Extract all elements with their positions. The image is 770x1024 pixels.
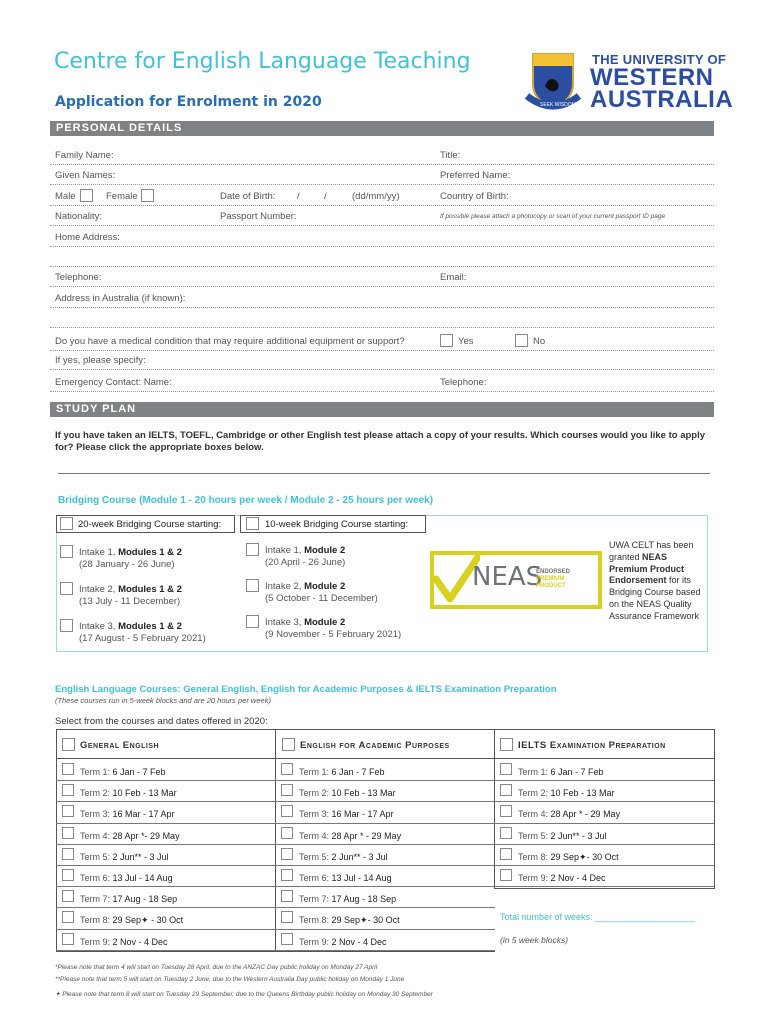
term-checkbox[interactable] (500, 763, 512, 775)
term-label: Term 2: 10 Feb - 13 Mar (518, 788, 615, 799)
b20-intake2-dates: (13 July - 11 December) (79, 596, 181, 607)
medical-no-checkbox[interactable] (515, 334, 528, 347)
in-blocks-note: (in 5 week blocks) (500, 935, 569, 945)
female-checkbox[interactable] (141, 189, 154, 202)
dob-slash: / (297, 191, 300, 202)
divider (50, 225, 714, 226)
term-row (56, 802, 276, 823)
term-label: Term 2: 10 Feb - 13 Mar (299, 788, 396, 799)
ielts-header: IELTS Examination Preparation (518, 740, 666, 751)
b10-intake2: Intake 2, Module 2 (265, 581, 346, 592)
b10-intake3: Intake 3, Module 2 (265, 617, 346, 628)
emergency-name-label: Emergency Contact: Name: (55, 377, 172, 388)
term-row (56, 887, 276, 908)
personal-details-heading: PERSONAL DETAILS (50, 121, 714, 136)
term-row (494, 760, 714, 781)
eap-header: English for Academic Purposes (300, 740, 450, 751)
study-instructions: If you have taken an IELTS, TOEFL, Cambridge or other English test please attach a copy of your results. Which courses would you like to apply for? Please click the appropriate boxes below. (55, 430, 706, 453)
footnote-term8: ✦ Please note that term 8 will start on Tuesday 29 September, due to the Queens Birthday public holiday on Monday 30 September (55, 991, 433, 998)
page-subtitle: Application for Enrolment in 2020 (55, 94, 322, 110)
term-checkbox[interactable] (281, 763, 293, 775)
divider (494, 888, 715, 889)
university-name-line3: AUSTRALIA (590, 86, 734, 113)
term-checkbox[interactable] (500, 827, 512, 839)
bridging-course-title: Bridging Course (Module 1 - 20 hours per week / Module 2 - 25 hours per week) (58, 495, 434, 506)
elc-note: (These courses run in 5-week blocks and are 20 hours per week) (55, 696, 271, 705)
neas-endorsement-text: UWA CELT has been granted NEAS Premium Product Endorsement for its Bridging Course based on the NEAS Quality Assurance Framework (609, 540, 701, 621)
term-row (56, 760, 276, 781)
term-label: Term 2: 10 Feb - 13 Mar (80, 788, 177, 799)
b20-intake1: Intake 1, Modules 1 & 2 (79, 547, 182, 558)
term-label: Term 9: 2 Nov - 4 Dec (80, 936, 168, 947)
divider (50, 246, 714, 247)
term-row (275, 760, 495, 781)
term-checkbox[interactable] (62, 805, 74, 817)
bridging-20-label: 20-week Bridging Course starting: (78, 519, 222, 530)
term-label: Term 6: 13 Jul - 14 Aug (80, 873, 173, 883)
term-label: Term 5: 2 Jun** - 3 Jul (299, 851, 388, 862)
term-label: Term 8: 29 Sep✦- 30 Oct (299, 915, 400, 926)
title-label: Title: (440, 150, 461, 161)
general-english-header: General English (80, 740, 160, 751)
elc-title: English Language Courses: General English, English for Academic Purposes & IELTS Examination Preparation (55, 684, 557, 695)
term-label: Term 3: 16 Mar - 17 Apr (299, 809, 394, 820)
term-row (275, 930, 495, 951)
term-row (494, 866, 714, 887)
term-row (275, 802, 495, 823)
telephone-label: Telephone: (55, 272, 102, 283)
term-label: Term 1: 6 Jan - 7 Feb (299, 767, 385, 777)
term-label: Term 5: 2 Jun** - 3 Jul (80, 851, 169, 862)
term-label: Term 8: 29 Sep✦- 30 Oct (518, 851, 619, 862)
select-courses-text: Select from the courses and dates offered in 2020: (55, 716, 268, 727)
term-checkbox[interactable] (62, 784, 74, 796)
term-label: Term 9: 2 Nov - 4 Dec (518, 873, 606, 883)
term-row (56, 845, 276, 866)
term-checkbox[interactable] (500, 848, 512, 860)
term-row (56, 781, 276, 802)
nationality-label: Nationality: (55, 211, 102, 222)
no-label: No (533, 336, 546, 347)
term-row (275, 824, 495, 845)
b10-intake3-dates: (9 November - 5 February 2021) (265, 629, 402, 640)
male-checkbox[interactable] (80, 189, 93, 202)
female-label: Female (106, 191, 138, 202)
term-row (275, 887, 495, 908)
b20-intake1-dates: (28 January - 26 June) (79, 559, 175, 570)
medical-question: Do you have a medical condition that may require additional equipment or support? (55, 336, 405, 347)
divider (50, 164, 714, 165)
neas-badge-text: ENDORSED PREMIUM PRODUCT (536, 569, 571, 589)
b10-intake1: Intake 1, Module 2 (265, 545, 346, 556)
term-row (275, 866, 495, 887)
total-weeks-field[interactable]: Total number of weeks: ____________________ (500, 912, 696, 922)
footnote-term5: **Please note that term 5 will start on Tuesday 2 June, due to the Western Australia Day public holiday on Monday 1 June (55, 976, 405, 983)
term-checkbox[interactable] (62, 848, 74, 860)
divider (50, 369, 714, 370)
term-checkbox[interactable] (281, 784, 293, 796)
term-checkbox[interactable] (281, 805, 293, 817)
b20-intake2: Intake 2, Modules 1 & 2 (79, 584, 182, 595)
term-checkbox[interactable] (281, 933, 293, 945)
term-label: Term 1: 6 Jan - 7 Feb (518, 767, 604, 777)
bridging-20-checkbox[interactable] (60, 517, 73, 530)
term-row (56, 866, 276, 887)
passport-note: If possible please attach a photocopy or scan of your current passport ID page (440, 213, 666, 220)
address-australia-label: Address in Australia (if known): (55, 293, 186, 304)
divider (50, 184, 714, 185)
term-checkbox[interactable] (62, 869, 74, 881)
if-yes-label: If yes, please specify: (55, 355, 146, 366)
term-label: Term 7: 17 Aug - 18 Sep (80, 894, 178, 905)
term-checkbox[interactable] (500, 805, 512, 817)
family-name-label: Family Name: (55, 150, 114, 161)
home-address-label: Home Address: (55, 232, 120, 243)
term-label: Term 1: 6 Jan - 7 Feb (80, 767, 166, 777)
b20-intake3: Intake 3, Modules 1 & 2 (79, 621, 182, 632)
b20-intake2-checkbox[interactable] (60, 582, 73, 595)
term-checkbox[interactable] (62, 933, 74, 945)
country-of-birth-label: Country of Birth: (440, 191, 509, 202)
term-row (275, 908, 495, 929)
b20-intake3-checkbox[interactable] (60, 619, 73, 632)
medical-yes-checkbox[interactable] (440, 334, 453, 347)
term-checkbox[interactable] (62, 911, 74, 923)
term-label: Term 8: 29 Sep✦ - 30 Oct (80, 915, 184, 926)
term-checkbox[interactable] (500, 869, 512, 881)
b10-intake2-checkbox[interactable] (246, 579, 259, 592)
term-label: Term 4: 28 Apr * - 29 May (299, 830, 402, 841)
divider (50, 307, 714, 308)
term-label: Term 9: 2 Nov - 4 Dec (299, 936, 387, 947)
page-title: Centre for English Language Teaching (54, 49, 471, 74)
term-checkbox[interactable] (281, 890, 293, 902)
b20-intake1-checkbox[interactable] (60, 545, 73, 558)
preferred-name-label: Preferred Name: (440, 170, 511, 181)
dob-label: Date of Birth: (220, 191, 276, 202)
ielts-checkbox[interactable] (500, 738, 513, 751)
passport-label: Passport Number: (220, 211, 297, 222)
term-label: Term 5: 2 Jun** - 3 Jul (518, 830, 607, 841)
study-plan-heading: STUDY PLAN (50, 402, 714, 417)
term-row (494, 845, 714, 866)
neas-wordmark: NEAS (472, 562, 543, 592)
term-checkbox[interactable] (62, 890, 74, 902)
bridging-10-checkbox[interactable] (246, 517, 259, 530)
term-label: Term 3: 16 Mar - 17 Apr (80, 809, 175, 820)
term-checkbox[interactable] (281, 848, 293, 860)
divider (50, 205, 714, 206)
general-english-checkbox[interactable] (62, 738, 75, 751)
emergency-telephone-label: Telephone: (440, 377, 487, 388)
term-row (56, 824, 276, 845)
term-row (56, 930, 276, 951)
term-checkbox[interactable] (62, 763, 74, 775)
university-name-line1: THE UNIVERSITY OF (592, 52, 727, 67)
term-row (494, 781, 714, 802)
term-checkbox[interactable] (281, 911, 293, 923)
divider (50, 391, 714, 392)
term-row (494, 824, 714, 845)
b20-intake3-dates: (17 August - 5 February 2021) (79, 633, 206, 644)
term-checkbox[interactable] (281, 869, 293, 881)
divider (50, 266, 714, 267)
term-label: Term 4: 28 Apr *- 29 May (80, 830, 180, 841)
term-checkbox[interactable] (281, 827, 293, 839)
dob-slash: / (324, 191, 327, 202)
term-label: Term 4: 28 Apr * - 29 May (518, 809, 621, 820)
divider (58, 473, 710, 474)
divider (714, 759, 715, 889)
eap-checkbox[interactable] (282, 738, 295, 751)
term-row (56, 908, 276, 929)
term-label: Term 6: 13 Jul - 14 Aug (299, 873, 392, 883)
crest-motto: SEEK WISDOM (540, 102, 576, 108)
email-label: Email: (440, 272, 467, 283)
dob-format-label: (dd/mm/yy) (352, 191, 400, 202)
b10-intake3-checkbox[interactable] (246, 615, 259, 628)
university-name-line2: WESTERN (590, 64, 714, 91)
divider (50, 327, 714, 328)
term-checkbox[interactable] (62, 827, 74, 839)
divider (56, 951, 495, 952)
divider (50, 350, 714, 351)
given-names-label: Given Names: (55, 170, 116, 181)
b10-intake1-checkbox[interactable] (246, 543, 259, 556)
b10-intake1-dates: (20 April - 26 June) (265, 557, 346, 568)
bridging-10-label: 10-week Bridging Course starting: (265, 519, 409, 530)
divider (50, 286, 714, 287)
footnote-term4: *Please note that term 4 will start on Tuesday 28 April, due to the ANZAC Day public holiday on Monday 27 April (55, 964, 378, 971)
term-row (494, 802, 714, 823)
term-label: Term 7: 17 Aug - 18 Sep (299, 894, 397, 905)
b10-intake2-dates: (5 October - 11 December) (265, 593, 378, 604)
term-row (275, 781, 495, 802)
term-row (275, 845, 495, 866)
yes-label: Yes (458, 336, 474, 347)
term-checkbox[interactable] (500, 784, 512, 796)
male-label: Male (55, 191, 76, 202)
